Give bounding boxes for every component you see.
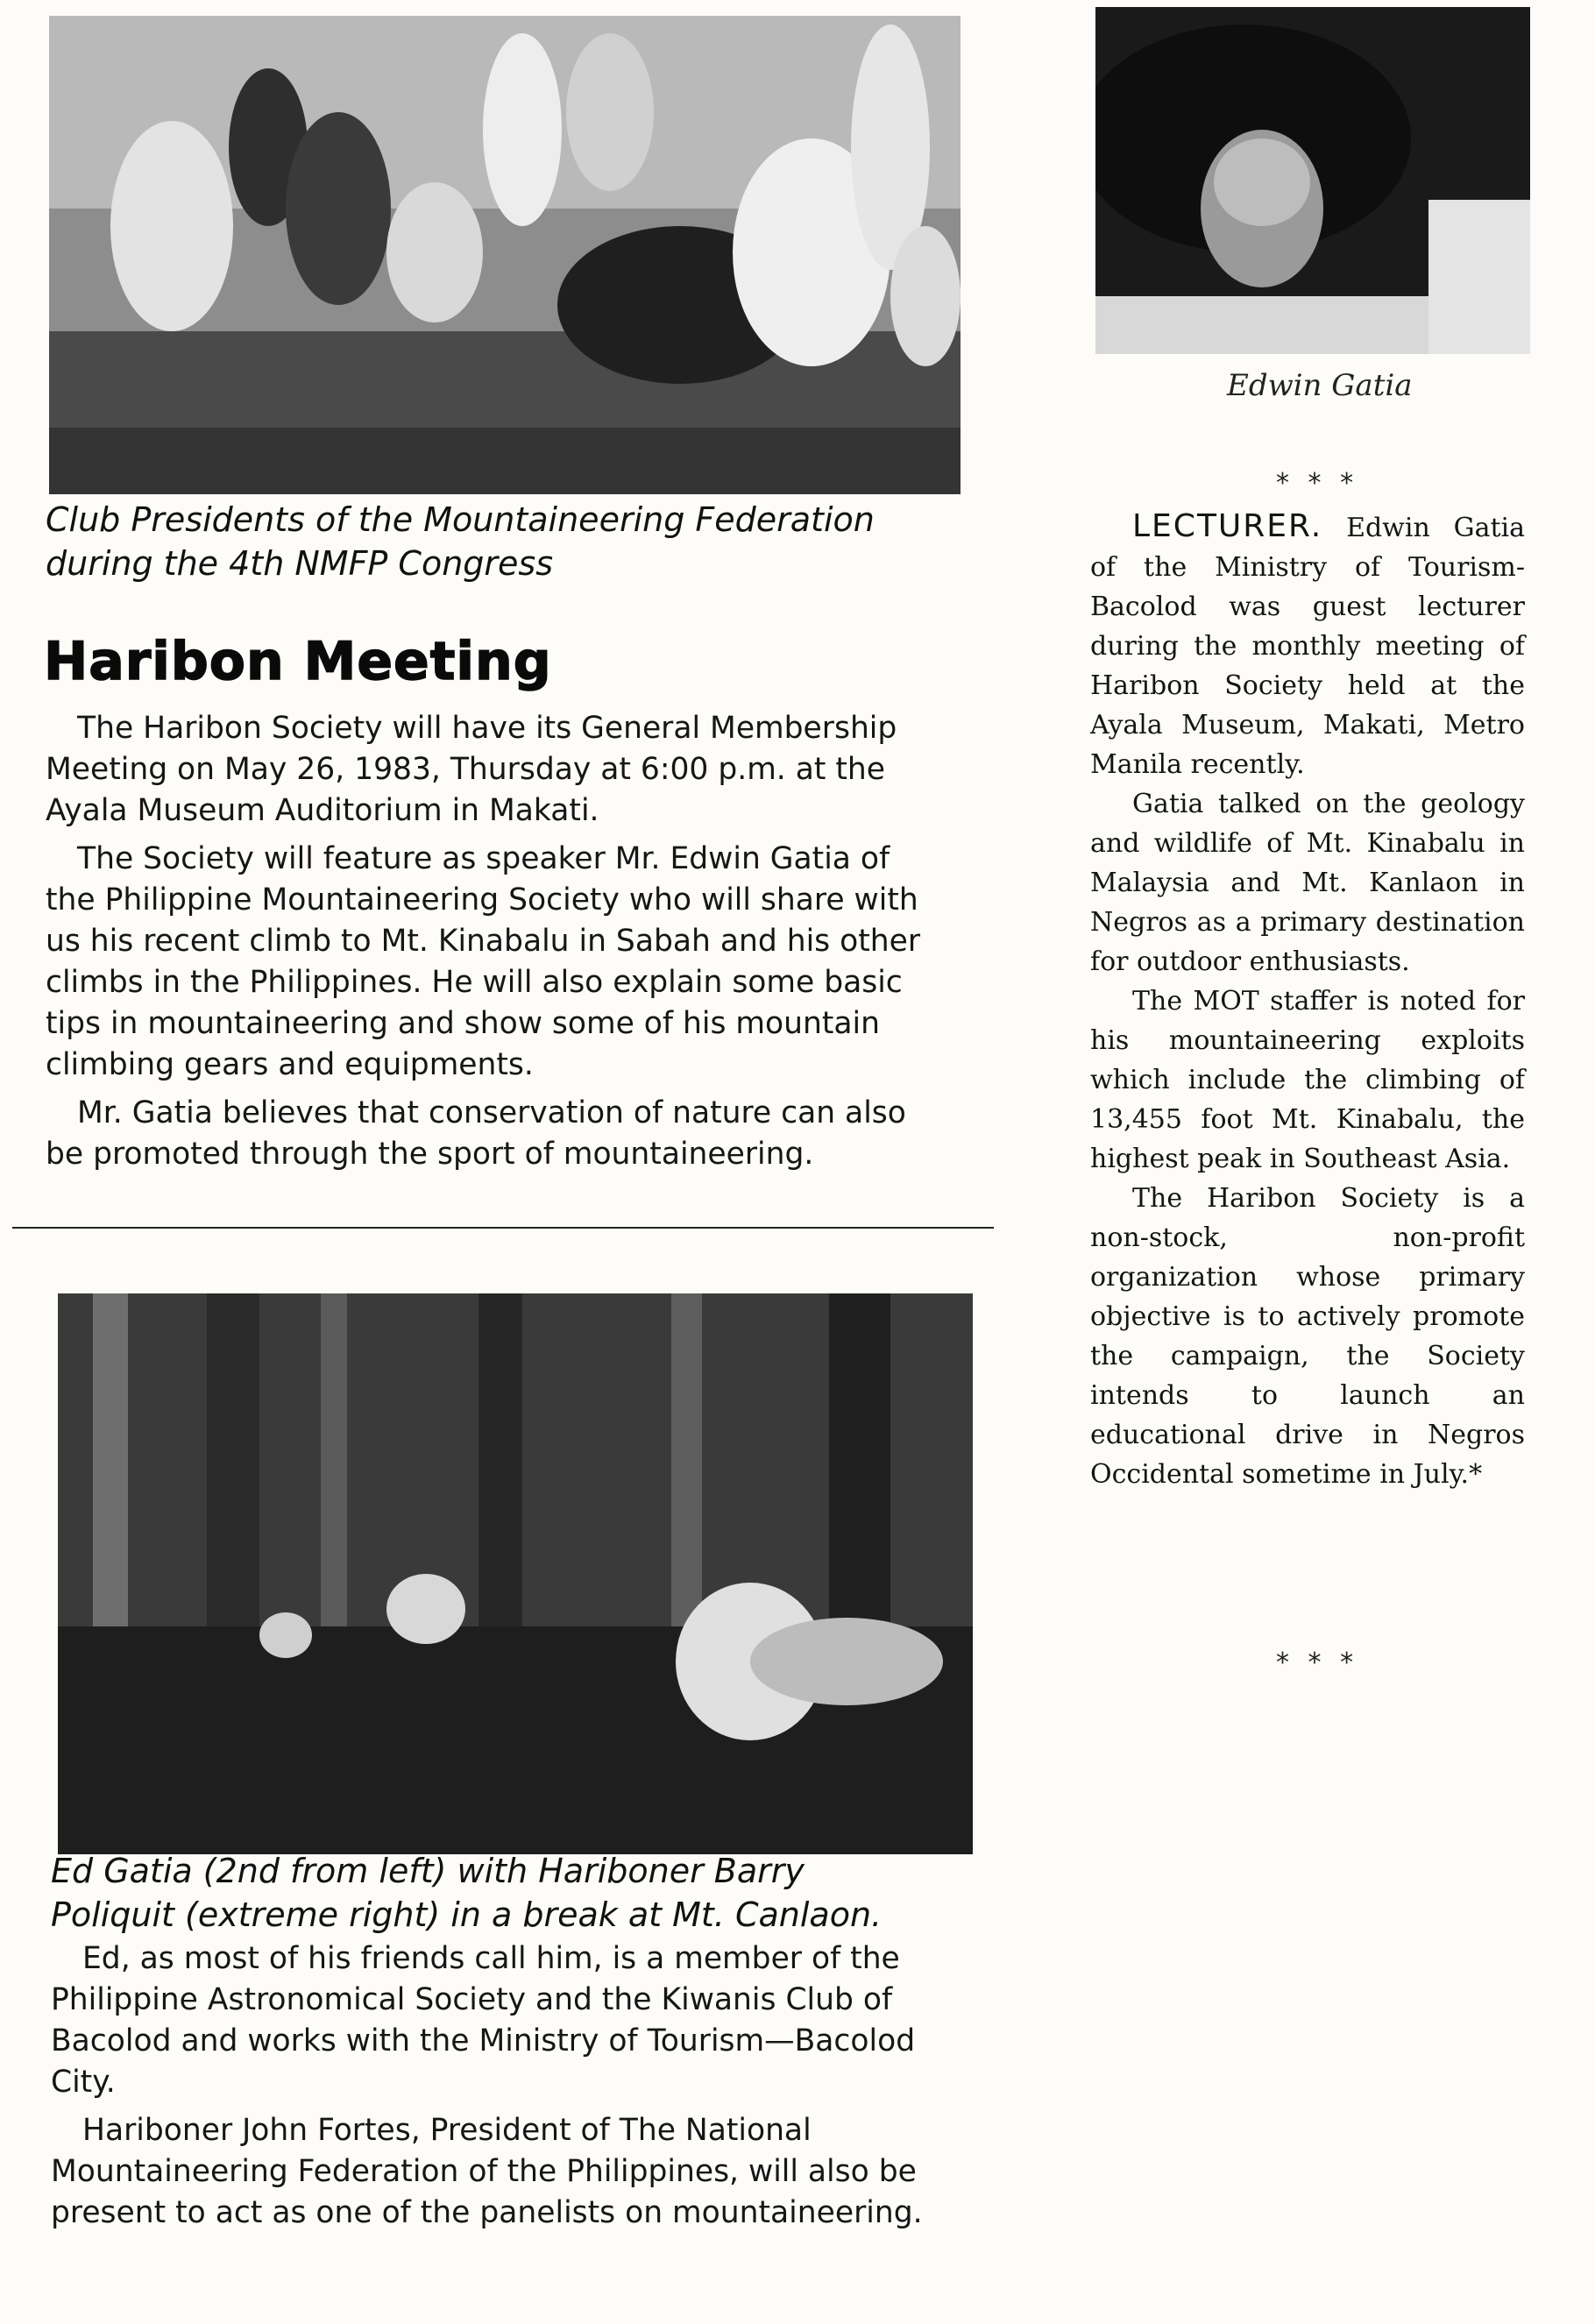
forest-photo: [58, 1293, 973, 1854]
sidebar-stars-bottom: * * *: [1276, 1647, 1359, 1678]
forest-photo-caption: [51, 1849, 980, 1937]
sidebar-paragraph: The Haribon Society is a non-stock, non-profit organization whose primary objective is to actively promote the campaign, the Society intends to launch an educational drive in Negros Occidental sometime in July.*: [1090, 1183, 1525, 1490]
article-paragraph: The Haribon Society will have its General Membership Meeting on May 26, 1983, Thursday at 6:00 p.m. at the Ayala Museum Auditorium in Makati.: [46, 711, 897, 828]
sidebar-paragraph: The MOT staffer is noted for his mountaineering exploits which include the climbing of 13,455 foot Mt. Kinabalu, the highest peak in Southeast Asia.: [1090, 986, 1525, 1174]
group-photo-caption-line1: Club Presidents of the Mountaineering Federation: [46, 500, 875, 539]
group-photo-caption: [46, 498, 975, 585]
bottom-paragraph: Hariboner John Fortes, President of The National Mountaineering Federation of the Philippines, will also be present to act as one of the panelists on mountaineering.: [51, 2113, 923, 2230]
portrait-photo: [1095, 7, 1530, 354]
forest-photo-caption-line2: Poliquit (extreme right) in a break at Mt. Canlaon.: [51, 1895, 883, 1934]
sidebar-paragraph: Gatia talked on the geology and wildlife of Mt. Kinabalu in Malaysia and Mt. Kanlaon in Negros as a primary destination for outdoor enthusiasts.: [1090, 789, 1525, 977]
sidebar-paragraph: [1090, 507, 1525, 784]
group-photo-caption-line2: during the 4th NMFP Congress: [46, 544, 553, 583]
sidebar-stars-top: * * *: [1276, 468, 1359, 499]
article-paragraph: The Society will feature as speaker Mr. Edwin Gatia of the Philippine Mountaineering Society who will share with us his recent climb to Mt. Kinabalu in Sabah and his other climbs in the Philippines. He will also explain some basic tips in mountaineering and show some of his mountain climbing gears and equipments.: [46, 841, 921, 1082]
sidebar-article: [1090, 507, 1525, 1494]
lecturer-heading: LECTURER.: [1132, 508, 1323, 544]
sidebar-paragraph1-rest: Edwin Gatia of the Ministry of Tourism-Bacolod was guest lecturer during the monthly meeting of Haribon Society held at the Ayala Museum, Makati, Metro Manila recently.: [1090, 513, 1525, 780]
bottom-paragraph: Ed, as most of his friends call him, is a member of the Philippine Astronomical Society and the Kiwanis Club of Bacolod and works with the Ministry of Tourism—Bacolod City.: [51, 1941, 916, 2100]
article-paragraph: Mr. Gatia believes that conservation of nature can also be promoted through the sport of mountaineering.: [46, 1095, 906, 1172]
article-headline: Haribon Meeting: [44, 631, 552, 692]
forest-photo-caption-line1: Ed Gatia (2nd from left) with Hariboner Barry: [51, 1852, 805, 1890]
portrait-caption: Edwin Gatia: [1227, 368, 1413, 403]
bottom-body: [51, 1938, 969, 2234]
section-divider: [12, 1227, 994, 1229]
article-body: [46, 708, 948, 1175]
group-photo: [49, 16, 961, 494]
